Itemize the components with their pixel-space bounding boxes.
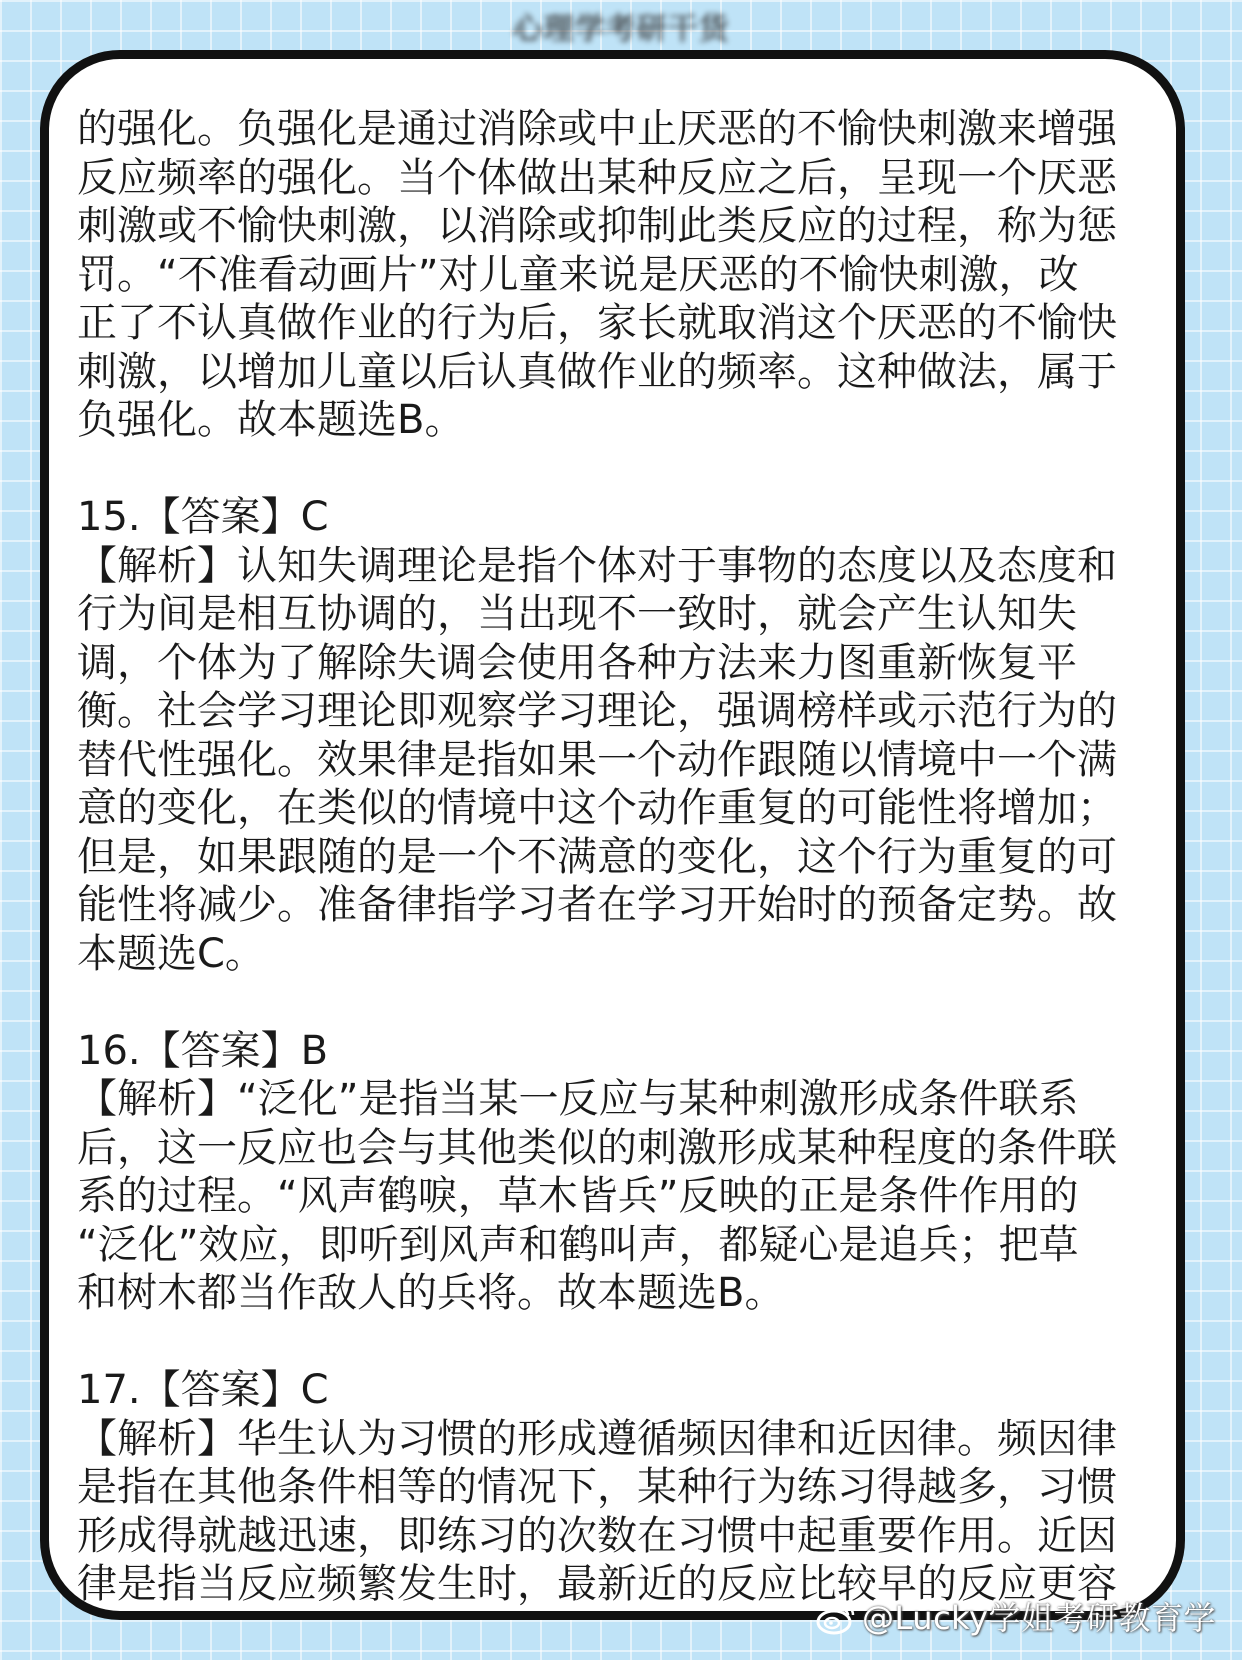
text-line: 替代性强化。效果律是指如果一个动作跟随以情境中一个满 bbox=[77, 736, 1117, 783]
paragraph-gap bbox=[77, 445, 1177, 494]
text-line: 刺激或不愉快刺激，以消除或抑制此类反应的过程，称为惩 bbox=[77, 203, 1117, 249]
text-line: 刺激，以增加儿童以后认真做作业的频率。这种做法，属于 bbox=[77, 348, 1117, 395]
text-line: 罚。“不准看动画片”对儿童来说是厌恶的不愉快刺激，改 bbox=[77, 251, 1079, 298]
text-line: 能性将减少。准备律指学习者在学习开始时的预备定势。故 bbox=[77, 882, 1117, 928]
text-line: 形成得就越迅速，即练习的次数在习惯中起重要作用。近因 bbox=[77, 1512, 1117, 1559]
watermark bbox=[816, 1598, 1216, 1638]
text-line: 负强化。故本题选B。 bbox=[77, 397, 465, 443]
text-line: “泛化”效应，即听到风声和鹤叫声，都疑心是追兵；把草 bbox=[77, 1221, 1079, 1268]
paragraph-gap bbox=[77, 1318, 1177, 1367]
text-line: 调，个体为了解除失调会使用各种方法来力图重新恢复平 bbox=[77, 639, 1077, 686]
text-line: 16.【答案】B bbox=[77, 1027, 329, 1074]
text-line: 律是指当反应频繁发生时，最新近的反应比较早的反应更容 bbox=[77, 1561, 1117, 1607]
explanation-paragraph bbox=[77, 493, 1177, 978]
text-line: 行为间是相互协调的，当出现不一致时，就会产生认知失 bbox=[77, 591, 1077, 637]
text-line: 反应频率的强化。当个体做出某种反应之后，呈现一个厌恶 bbox=[77, 154, 1117, 201]
text-line: 15.【答案】C bbox=[77, 494, 329, 540]
text-line: 本题选C。 bbox=[77, 930, 265, 977]
watermark-text: @Lucky学姐考研教育学 bbox=[862, 1599, 1216, 1637]
page-header-title: 心理学考研干货 bbox=[512, 12, 730, 47]
text-line: 正了不认真做作业的行为后，家长就取消这个厌恶的不愉快 bbox=[77, 300, 1117, 346]
text-line: 意的变化，在类似的情境中这个动作重复的可能性将增加； bbox=[77, 785, 1117, 831]
text-line: 是指在其他条件相等的情况下，某种行为练习得越多，习惯 bbox=[77, 1464, 1117, 1510]
text-line: 【解析】认知失调理论是指个体对于事物的态度以及态度和 bbox=[77, 542, 1117, 589]
text-line: 但是，如果跟随的是一个不满意的变化，这个行为重复的可 bbox=[77, 833, 1117, 880]
text-line: 【解析】“泛化”是指当某一反应与某种刺激形成条件联系 bbox=[77, 1076, 1079, 1122]
answer-explanations bbox=[77, 105, 1177, 1609]
paragraph-gap bbox=[77, 978, 1177, 1027]
explanation-paragraph bbox=[77, 1027, 1177, 1318]
text-line: 17.【答案】C bbox=[77, 1367, 329, 1413]
explanation-paragraph bbox=[77, 1366, 1177, 1609]
text-line: 的强化。负强化是通过消除或中止厌恶的不愉快刺激来增强 bbox=[77, 106, 1117, 152]
text-line: 衡。社会学习理论即观察学习理论，强调榜样或示范行为的 bbox=[77, 688, 1117, 734]
text-line: 【解析】华生认为习惯的形成遵循频因律和近因律。频因律 bbox=[77, 1415, 1117, 1462]
text-line: 后，这一反应也会与其他类似的刺激形成某种程度的条件联 bbox=[77, 1124, 1117, 1171]
explanation-paragraph bbox=[77, 105, 1177, 445]
text-line: 系的过程。“风声鹤唳，草木皆兵”反映的正是条件作用的 bbox=[77, 1173, 1079, 1219]
weibo-icon bbox=[816, 1601, 856, 1635]
text-line: 和树木都当作敌人的兵将。故本题选B。 bbox=[77, 1270, 785, 1316]
content-card bbox=[40, 50, 1185, 1620]
